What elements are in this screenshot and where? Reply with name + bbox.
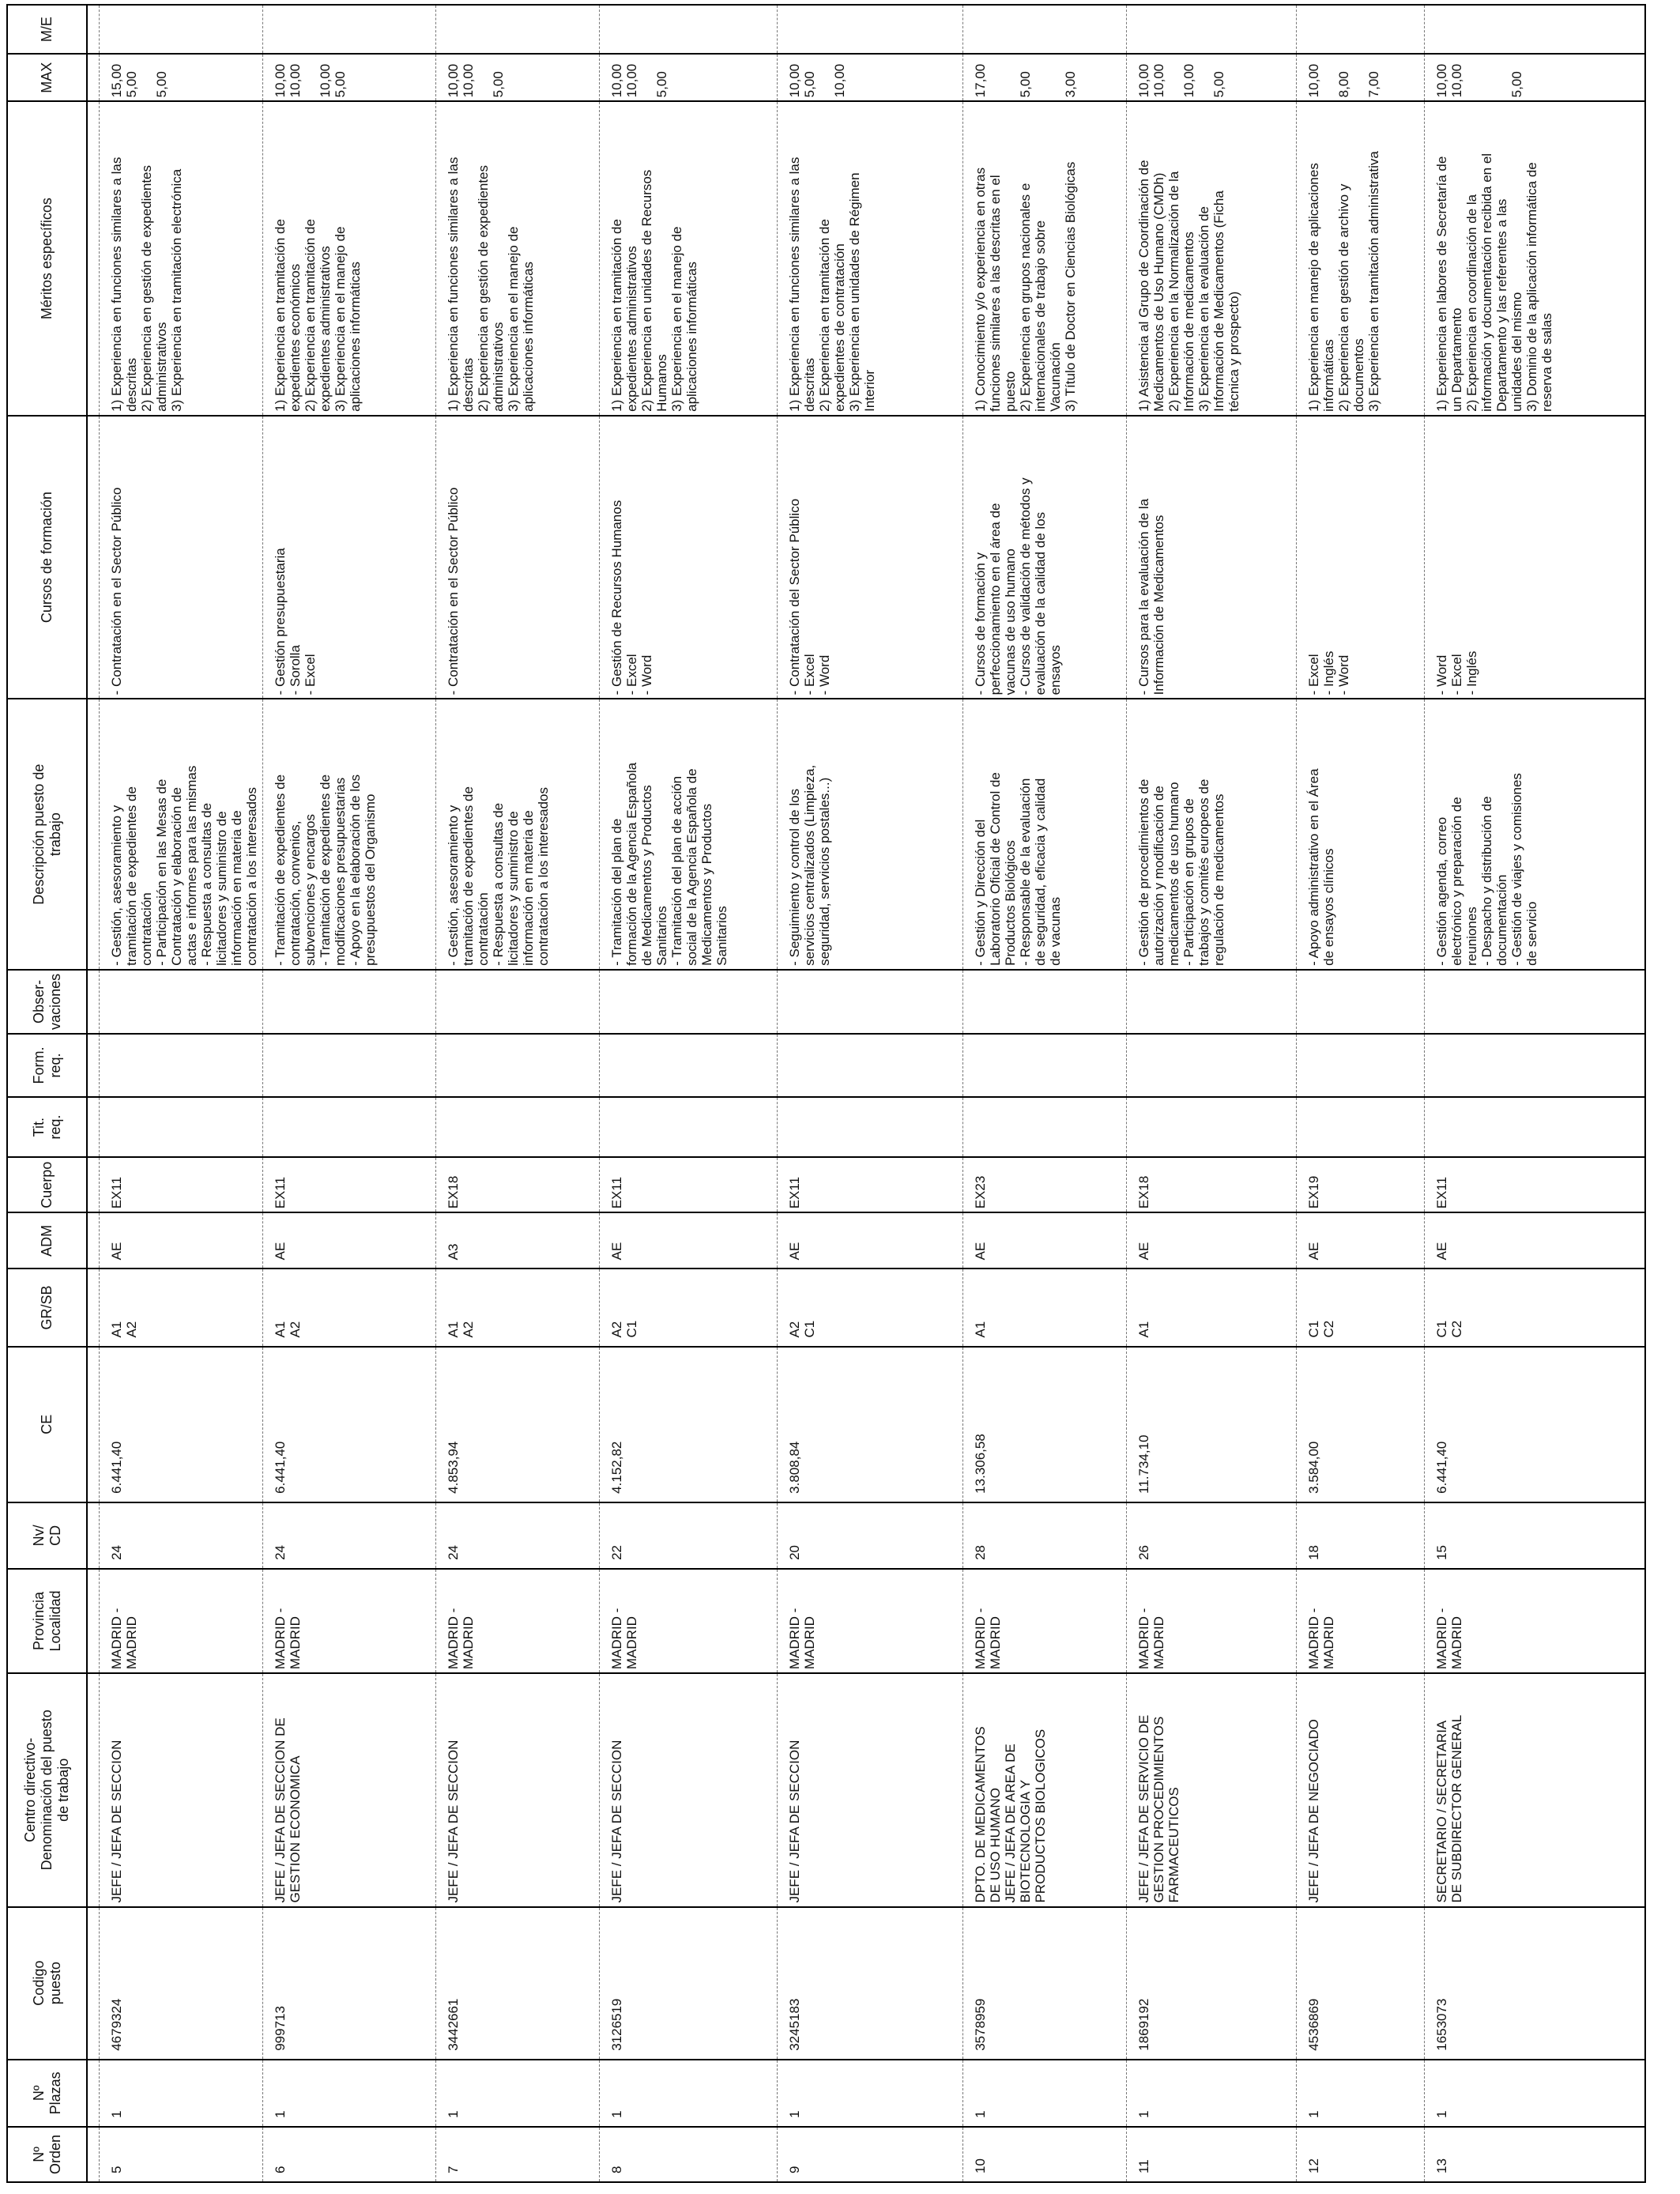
formacion-cell bbox=[1297, 1034, 1425, 1097]
meritos-cell: 1) Experiencia en labores de Secretaría de un Departamento 2) Experiencia en coordinación de la información y documentación recibida en el Departamento y las referentes a las unidades del mismo 3) Dominio de la aplicación informática de reserva de salas bbox=[1425, 101, 1646, 416]
centro-cell bbox=[778, 1673, 963, 1906]
cursos-cell: - Cursos para la evaluación de la Información de Medicamentos bbox=[1127, 416, 1297, 699]
adm-cell: AE bbox=[1297, 1212, 1425, 1269]
ce-cell: 11.734,10 bbox=[1127, 1347, 1297, 1502]
provincia-cell: MADRID - MADRID bbox=[436, 1569, 600, 1673]
meritos-cell: 1) Experiencia en manejo de aplicaciones informáticas 2) Experiencia en gestión de archivo y documentos 3) Experiencia en tramitación administrativa bbox=[1297, 101, 1425, 416]
spacer-row bbox=[87, 5, 100, 2182]
spacer-cell bbox=[87, 2060, 100, 2127]
header-meritos: Méritos específicos bbox=[7, 101, 87, 416]
me-cell bbox=[100, 5, 263, 54]
header-ce: CE bbox=[7, 1347, 87, 1502]
cursos-cell: - Gestión de Recursos Humanos - Excel - Word bbox=[600, 416, 778, 699]
orden-cell: 13 bbox=[1425, 2127, 1646, 2182]
formacion-cell bbox=[436, 1034, 600, 1097]
table-row bbox=[1297, 5, 1425, 2182]
max-cell: 10,00 10,00 5,00 bbox=[1425, 54, 1646, 101]
meritos-cell: 1) Conocimiento y/o experiencia en otras funciones similares a las descritas en el puesto 2) Experiencia en grupos nacionales e internacionales de trabajo sobre Vacunación 3) Título de Doctor en Ciencias Biológicas bbox=[963, 101, 1127, 416]
cuerpo-cell: EX11 bbox=[100, 1157, 263, 1212]
spacer-cell bbox=[87, 1907, 100, 2060]
position-name: JEFE / JEFA DE SECCION bbox=[109, 1740, 124, 1903]
centro-cell bbox=[1127, 1673, 1297, 1906]
header-adm: ADM bbox=[7, 1212, 87, 1269]
codigo-cell: 3578959 bbox=[963, 1907, 1127, 2060]
titulacion-cell bbox=[600, 1097, 778, 1157]
table-row bbox=[1127, 5, 1297, 2182]
spacer-cell bbox=[87, 1097, 100, 1157]
spacer-cell bbox=[87, 1673, 100, 1906]
formacion-cell bbox=[100, 1034, 263, 1097]
grupo-cell: A2 C1 bbox=[778, 1269, 963, 1346]
header-cuerpo: Cuerpo bbox=[7, 1157, 87, 1212]
cursos-cell: - Excel - Inglés - Word bbox=[1297, 416, 1425, 699]
nivel-cell: 15 bbox=[1425, 1502, 1646, 1569]
max-cell: 10,00 10,00 5,00 bbox=[600, 54, 778, 101]
position-name: SECRETARIO / SECRETARIA DE SUBDIRECTOR GENERAL bbox=[1434, 1714, 1464, 1903]
formacion-cell bbox=[778, 1034, 963, 1097]
cursos-cell: - Contratación del Sector Público - Excel - Word bbox=[778, 416, 963, 699]
nivel-cell: 24 bbox=[100, 1502, 263, 1569]
nivel-cell: 20 bbox=[778, 1502, 963, 1569]
meritos-cell: 1) Experiencia en tramitación de expedientes administrativos 2) Experiencia en unidades de Recursos Humanos 3) Experiencia en el manejo de aplicaciones informáticas bbox=[600, 101, 778, 416]
ce-cell: 6.441,40 bbox=[1425, 1347, 1646, 1502]
provincia-cell: MADRID - MADRID bbox=[263, 1569, 436, 1673]
formacion-cell bbox=[263, 1034, 436, 1097]
table-row bbox=[600, 5, 778, 2182]
position-name: JEFE / JEFA DE NEGOCIADO bbox=[1306, 1719, 1321, 1903]
orden-cell: 9 bbox=[778, 2127, 963, 2182]
position-name: JEFE / JEFA DE SERVICIO DE GESTION PROCEDIMIENTOS FARMACEUTICOS bbox=[1136, 1714, 1181, 1903]
adm-cell: AE bbox=[100, 1212, 263, 1269]
grupo-cell: A1 A2 bbox=[263, 1269, 436, 1346]
table-row bbox=[778, 5, 963, 2182]
me-cell bbox=[436, 5, 600, 54]
codigo-cell: 999713 bbox=[263, 1907, 436, 2060]
adm-cell: AE bbox=[1425, 1212, 1646, 1269]
me-cell bbox=[1425, 5, 1646, 54]
meritos-cell: 1) Asistencia al Grupo de Coordinación de Medicamentos de Uso Humano (CMDh) 2) Experiencia en la Normalización de la Información de medicamentos 3) Experiencia en la evaluación de Información de Medicamentos (Ficha técnica y prospecto) bbox=[1127, 101, 1297, 416]
formacion-cell bbox=[600, 1034, 778, 1097]
provincia-cell: MADRID - MADRID bbox=[600, 1569, 778, 1673]
ce-cell: 4.853,94 bbox=[436, 1347, 600, 1502]
observaciones-cell bbox=[600, 970, 778, 1034]
titulacion-cell bbox=[100, 1097, 263, 1157]
provincia-cell: MADRID - MADRID bbox=[100, 1569, 263, 1673]
meritos-cell: 1) Experiencia en funciones similares a las descritas 2) Experiencia en gestión de expedientes administrativos 3) Experiencia en tramitación electrónica bbox=[100, 101, 263, 416]
header-cursos: Cursos de formación bbox=[7, 416, 87, 699]
plazas-cell: 1 bbox=[436, 2060, 600, 2127]
codigo-cell: 1653073 bbox=[1425, 1907, 1646, 2060]
spacer-cell bbox=[87, 1569, 100, 1673]
centro-cell bbox=[1297, 1673, 1425, 1906]
header-max: MAX bbox=[7, 54, 87, 101]
spacer-cell bbox=[87, 101, 100, 416]
cuerpo-cell: EX18 bbox=[436, 1157, 600, 1212]
plazas-cell: 1 bbox=[1425, 2060, 1646, 2127]
codigo-cell: 3245183 bbox=[778, 1907, 963, 2060]
cursos-cell: - Gestión presupuestaria - Sorolla - Excel bbox=[263, 416, 436, 699]
header-provincia: Provincia Localidad bbox=[7, 1569, 87, 1673]
me-cell bbox=[1127, 5, 1297, 54]
cuerpo-cell: EX11 bbox=[263, 1157, 436, 1212]
plazas-cell: 1 bbox=[100, 2060, 263, 2127]
table-body bbox=[87, 5, 1645, 2182]
cuerpo-cell: EX11 bbox=[1425, 1157, 1646, 1212]
spacer-cell bbox=[87, 1502, 100, 1569]
spacer-cell bbox=[87, 1269, 100, 1346]
orden-cell: 5 bbox=[100, 2127, 263, 2182]
titulacion-cell bbox=[263, 1097, 436, 1157]
spacer-cell bbox=[87, 5, 100, 54]
position-name: JEFE / JEFA DE SECCION bbox=[609, 1740, 624, 1903]
adm-cell: AE bbox=[263, 1212, 436, 1269]
plazas-cell: 1 bbox=[1297, 2060, 1425, 2127]
spacer-cell bbox=[87, 699, 100, 969]
provincia-cell: MADRID - MADRID bbox=[1127, 1569, 1297, 1673]
cursos-cell: - Contratación en el Sector Público bbox=[100, 416, 263, 699]
header-formacion: Form. req. bbox=[7, 1034, 87, 1097]
observaciones-cell bbox=[100, 970, 263, 1034]
titulacion-cell bbox=[963, 1097, 1127, 1157]
orden-cell: 10 bbox=[963, 2127, 1127, 2182]
department-label: DPTO. DE MEDICAMENTOS DE USO HUMANO bbox=[973, 1726, 1003, 1903]
max-cell: 15,00 5,00 5,00 bbox=[100, 54, 263, 101]
spacer-cell bbox=[87, 54, 100, 101]
max-cell: 10,00 5,00 10,00 bbox=[778, 54, 963, 101]
job-positions-table bbox=[6, 4, 1646, 2183]
descripcion-cell: - Gestión agenda, correo electrónico y preparación de reuniones - Despacho y distribución de documentación - Gestión de viajes y comisiones de servicio bbox=[1425, 699, 1646, 969]
spacer-cell bbox=[87, 970, 100, 1034]
orden-cell: 11 bbox=[1127, 2127, 1297, 2182]
observaciones-cell bbox=[963, 970, 1127, 1034]
ce-cell: 4.152,82 bbox=[600, 1347, 778, 1502]
position-name: JEFE / JEFA DE AREA DE BIOTECNOLOGIA Y PRODUCTOS BIOLOGICOS bbox=[1003, 1728, 1048, 1903]
provincia-cell: MADRID - MADRID bbox=[963, 1569, 1127, 1673]
grupo-cell: C1 C2 bbox=[1425, 1269, 1646, 1346]
grupo-cell: A2 C1 bbox=[600, 1269, 778, 1346]
spacer-cell bbox=[87, 1034, 100, 1097]
max-cell: 10,00 10,00 10,00 5,00 bbox=[263, 54, 436, 101]
cuerpo-cell: EX19 bbox=[1297, 1157, 1425, 1212]
header-titulacion: Tit. req. bbox=[7, 1097, 87, 1157]
codigo-cell: 3442661 bbox=[436, 1907, 600, 2060]
observaciones-cell bbox=[263, 970, 436, 1034]
header-plazas: Nº Plazas bbox=[7, 2060, 87, 2127]
header-me: M/E bbox=[7, 5, 87, 54]
header-descripcion: Descripción puesto de trabajo bbox=[7, 699, 87, 969]
observaciones-cell bbox=[1127, 970, 1297, 1034]
titulacion-cell bbox=[778, 1097, 963, 1157]
grupo-cell: A1 A2 bbox=[100, 1269, 263, 1346]
spacer-cell bbox=[87, 416, 100, 699]
me-cell bbox=[963, 5, 1127, 54]
descripcion-cell: - Gestión y Dirección del Laboratorio Oficial de Control de Productos Biológicos - Responsable de la evaluación de seguridad, eficacia y calidad de vacunas bbox=[963, 699, 1127, 969]
header-orden: Nº Orden bbox=[7, 2127, 87, 2182]
titulacion-cell bbox=[1127, 1097, 1297, 1157]
provincia-cell: MADRID - MADRID bbox=[1425, 1569, 1646, 1673]
nivel-cell: 26 bbox=[1127, 1502, 1297, 1569]
centro-cell bbox=[100, 1673, 263, 1906]
nivel-cell: 22 bbox=[600, 1502, 778, 1569]
orden-cell: 7 bbox=[436, 2127, 600, 2182]
centro-cell bbox=[600, 1673, 778, 1906]
provincia-cell: MADRID - MADRID bbox=[1297, 1569, 1425, 1673]
titulacion-cell bbox=[436, 1097, 600, 1157]
table-row bbox=[436, 5, 600, 2182]
header-centro: Centro directivo- Denominación del puesto de trabajo bbox=[7, 1673, 87, 1906]
formacion-cell bbox=[1425, 1034, 1646, 1097]
me-cell bbox=[778, 5, 963, 54]
header-observaciones: Obser- vaciones bbox=[7, 970, 87, 1034]
observaciones-cell bbox=[1297, 970, 1425, 1034]
nivel-cell: 28 bbox=[963, 1502, 1127, 1569]
me-cell bbox=[600, 5, 778, 54]
centro-cell bbox=[436, 1673, 600, 1906]
max-cell: 10,00 10,00 10,00 5,00 bbox=[1127, 54, 1297, 101]
plazas-cell: 1 bbox=[963, 2060, 1127, 2127]
cuerpo-cell: EX23 bbox=[963, 1157, 1127, 1212]
centro-cell bbox=[1425, 1673, 1646, 1906]
cursos-cell: - Word - Excel - Inglés bbox=[1425, 416, 1646, 699]
ce-cell: 3.584,00 bbox=[1297, 1347, 1425, 1502]
adm-cell: AE bbox=[600, 1212, 778, 1269]
position-name: JEFE / JEFA DE SECCION bbox=[787, 1740, 802, 1903]
max-cell: 10,00 10,00 5,00 bbox=[436, 54, 600, 101]
nivel-cell: 24 bbox=[436, 1502, 600, 1569]
nivel-cell: 24 bbox=[263, 1502, 436, 1569]
cuerpo-cell: EX11 bbox=[778, 1157, 963, 1212]
descripcion-cell: - Gestión, asesoramiento y tramitación de expedientes de contratación - Participación en las Mesas de Contratación y elaboración de actas e informes para las mismas - Respuesta a consultas de licitadores y suministro de información en materia de contratación a los interesados bbox=[100, 699, 263, 969]
max-cell: 17,00 5,00 3,00 bbox=[963, 54, 1127, 101]
adm-cell: AE bbox=[778, 1212, 963, 1269]
plazas-cell: 1 bbox=[600, 2060, 778, 2127]
plazas-cell: 1 bbox=[263, 2060, 436, 2127]
centro-cell bbox=[263, 1673, 436, 1906]
grupo-cell: C1 C2 bbox=[1297, 1269, 1425, 1346]
table-row bbox=[100, 5, 263, 2182]
cursos-cell: - Contratación en el Sector Público bbox=[436, 416, 600, 699]
cuerpo-cell: EX11 bbox=[600, 1157, 778, 1212]
plazas-cell: 1 bbox=[778, 2060, 963, 2127]
max-cell: 10,00 8,00 7,00 bbox=[1297, 54, 1425, 101]
header-codigo: Codigo puesto bbox=[7, 1907, 87, 2060]
meritos-cell: 1) Experiencia en funciones similares a las descritas 2) Experiencia en tramitación de expedientes de contratación 3) Experiencia en unidades de Régimen Interior bbox=[778, 101, 963, 416]
descripcion-cell: - Tramitación de expedientes de contratación, convenios, subvenciones y encargos - Tramitación de expedientes de modificaciones presupuestarias - Apoyo en la elaboración de los presupuestos del Organismo bbox=[263, 699, 436, 969]
me-cell bbox=[1297, 5, 1425, 54]
table-row bbox=[963, 5, 1127, 2182]
observaciones-cell bbox=[1425, 970, 1646, 1034]
spacer-cell bbox=[87, 1212, 100, 1269]
ce-cell: 3.808,84 bbox=[778, 1347, 963, 1502]
codigo-cell: 4536869 bbox=[1297, 1907, 1425, 2060]
nivel-cell: 18 bbox=[1297, 1502, 1425, 1569]
centro-cell bbox=[963, 1673, 1127, 1906]
codigo-cell: 4679324 bbox=[100, 1907, 263, 2060]
spacer-cell bbox=[87, 1157, 100, 1212]
descripcion-cell: - Seguimiento y control de los servicios centralizados (Limpieza, seguridad, servicios postales...) bbox=[778, 699, 963, 969]
observaciones-cell bbox=[778, 970, 963, 1034]
table-header-row bbox=[7, 5, 87, 2182]
adm-cell: A3 bbox=[436, 1212, 600, 1269]
meritos-cell: 1) Experiencia en funciones similares a las descritas 2) Experiencia en gestión de expedientes administrativos 3) Experiencia en el manejo de aplicaciones informáticas bbox=[436, 101, 600, 416]
position-name: JEFE / JEFA DE SECCION bbox=[446, 1740, 461, 1903]
plazas-cell: 1 bbox=[1127, 2060, 1297, 2127]
ce-cell: 13.306,58 bbox=[963, 1347, 1127, 1502]
header-nivel: Nv/ CD bbox=[7, 1502, 87, 1569]
titulacion-cell bbox=[1297, 1097, 1425, 1157]
titulacion-cell bbox=[1425, 1097, 1646, 1157]
descripcion-cell: - Tramitación del plan de formación de la Agencia Española de Medicamentos y Productos Sanitarios - Tramitación del plan de acción social de la Agencia Española de Medicamentos y Productos Sanitarios bbox=[600, 699, 778, 969]
orden-cell: 6 bbox=[263, 2127, 436, 2182]
meritos-cell: 1) Experiencia en tramitación de expedientes económicos 2) Experiencia en tramitación de expedientes administrativos 3) Experiencia en el manejo de aplicaciones informáticas bbox=[263, 101, 436, 416]
observaciones-cell bbox=[436, 970, 600, 1034]
descripcion-cell: - Apoyo administrativo en el Área de ensayos clínicos bbox=[1297, 699, 1425, 969]
orden-cell: 8 bbox=[600, 2127, 778, 2182]
adm-cell: AE bbox=[1127, 1212, 1297, 1269]
formacion-cell bbox=[963, 1034, 1127, 1097]
ce-cell: 6.441,40 bbox=[263, 1347, 436, 1502]
descripcion-cell: - Gestión, asesoramiento y tramitación de expedientes de contratación - Respuesta a consultas de licitadores y suministro de información en materia de contratación a los interesados bbox=[436, 699, 600, 969]
codigo-cell: 3126519 bbox=[600, 1907, 778, 2060]
adm-cell: AE bbox=[963, 1212, 1127, 1269]
grupo-cell: A1 bbox=[1127, 1269, 1297, 1346]
spacer-cell bbox=[87, 2127, 100, 2182]
orden-cell: 12 bbox=[1297, 2127, 1425, 2182]
codigo-cell: 1869192 bbox=[1127, 1907, 1297, 2060]
grupo-cell: A1 A2 bbox=[436, 1269, 600, 1346]
me-cell bbox=[263, 5, 436, 54]
header-grupo: GR/SB bbox=[7, 1269, 87, 1346]
descripcion-cell: - Gestión de procedimientos de autorización y modificación de medicamentos de uso humano - Participación en grupos de trabajos y comités europeos de regulación de medicamentos bbox=[1127, 699, 1297, 969]
table-row bbox=[263, 5, 436, 2182]
table-row bbox=[1425, 5, 1646, 2182]
cursos-cell: - Cursos de formación y perfeccionamiento en el área de vacunas de uso humano - Cursos de validación de métodos y evaluación de la calidad de los ensayos bbox=[963, 416, 1127, 699]
position-name: JEFE / JEFA DE SECCION DE GESTION ECONOMICA bbox=[273, 1717, 303, 1903]
spacer-cell bbox=[87, 1347, 100, 1502]
formacion-cell bbox=[1127, 1034, 1297, 1097]
grupo-cell: A1 bbox=[963, 1269, 1127, 1346]
provincia-cell: MADRID - MADRID bbox=[778, 1569, 963, 1673]
ce-cell: 6.441,40 bbox=[100, 1347, 263, 1502]
cuerpo-cell: EX18 bbox=[1127, 1157, 1297, 1212]
